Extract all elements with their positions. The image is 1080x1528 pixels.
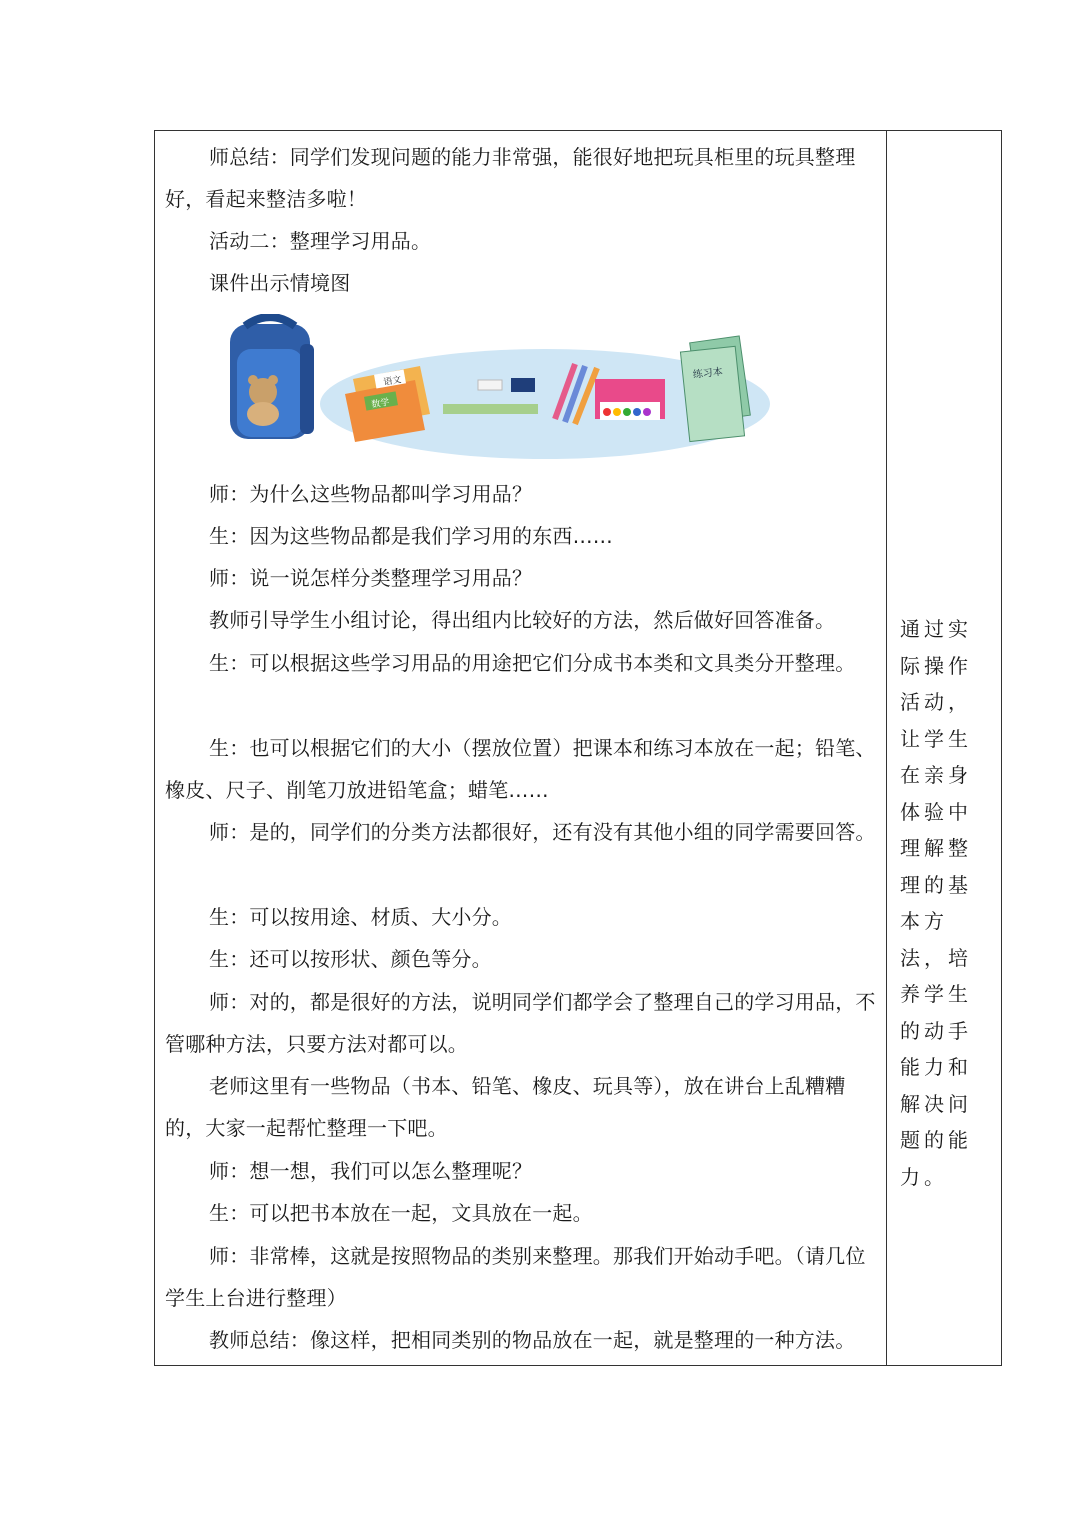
paragraph: 师：非常棒，这就是按照物品的类别来整理。那我们开始动手吧。（请几位学生上台进行整理）	[165, 1244, 866, 1310]
crayon-box-icon	[595, 379, 665, 420]
notebooks-icon	[680, 336, 750, 442]
paragraph: 生：因为这些物品都是我们学习用的东西……	[209, 524, 613, 548]
paragraph: 课件出示情境图	[209, 271, 351, 295]
design-intent-cell	[888, 131, 1001, 1365]
lesson-table	[154, 130, 1002, 1366]
ruler-icon	[443, 404, 538, 414]
design-intent-note: 通过实际操作活动，让学生在亲身体验中理解整理的基本方法，培养学生的动手能力和解决问题的能力。	[900, 617, 972, 1189]
book-label: 数学	[370, 397, 391, 411]
paragraph: 生：可以根据这些学习用品的用途把它们分成书本类和文具类分开整理。	[209, 651, 856, 675]
paragraph: 生：可以按用途、材质、大小分。	[209, 905, 512, 929]
paragraph: 教师总结：像这样，把相同类别的物品放在一起，就是整理的一种方法。	[209, 1328, 856, 1352]
backpack-icon	[230, 317, 314, 439]
paragraph: 生：可以把书本放在一起，文具放在一起。	[209, 1201, 593, 1225]
paragraph: 生：也可以根据它们的大小（摆放位置）把课本和练习本放在一起；铅笔、橡皮、尺子、削笔刀放进铅笔盒；蜡笔……	[165, 736, 876, 802]
eraser-icon	[478, 380, 502, 390]
teaching-process-cell	[155, 131, 886, 1365]
paragraph: 师：是的，同学们的分类方法都很好，还有没有其他小组的同学需要回答。	[209, 820, 876, 844]
paragraph: 教师引导学生小组讨论，得出组内比较好的方法，然后做好回答准备。	[209, 608, 836, 632]
paragraph: 师总结：同学们发现问题的能力非常强，能很好地把玩具柜里的玩具整理好，看起来整洁多啦！	[165, 145, 856, 211]
paragraph: 生：还可以按形状、颜色等分。	[209, 947, 492, 971]
sharpener-icon	[511, 378, 535, 392]
paragraph: 师：说一说怎样分类整理学习用品？	[209, 566, 533, 590]
paragraph: 师：为什么这些物品都叫学习用品？	[209, 482, 533, 506]
notebook-label: 练习本	[692, 366, 724, 381]
paragraph: 老师这里有一些物品（书本、铅笔、橡皮、玩具等），放在讲台上乱糟糟的，大家一起帮忙整理一下吧。	[165, 1074, 846, 1140]
book-label: 语文	[382, 375, 403, 389]
column-divider	[886, 131, 887, 1365]
paragraph: 活动二：整理学习用品。	[209, 229, 432, 253]
paragraph: 师：对的，都是很好的方法，说明同学们都学会了整理自己的学习用品，不管哪种方法，只要方法对都可以。	[165, 990, 876, 1056]
paragraph: 师：想一想，我们可以怎么整理呢？	[209, 1159, 533, 1183]
school-supplies-illustration	[225, 314, 785, 469]
